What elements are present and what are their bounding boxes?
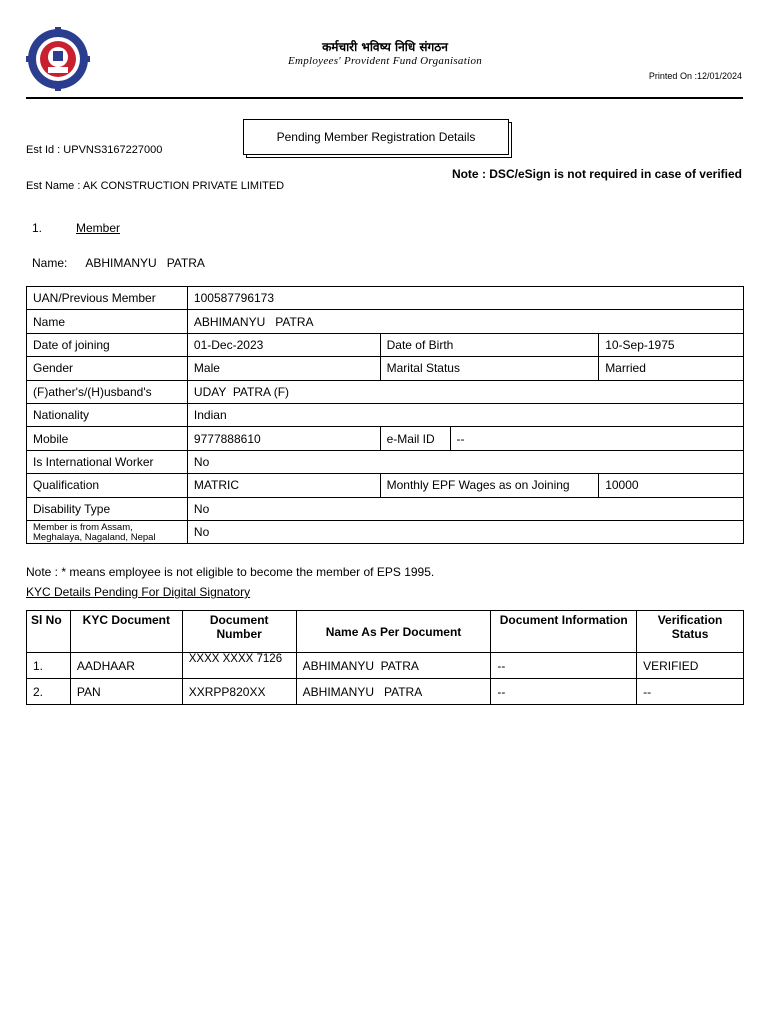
kyc-cell: VERIFIED <box>637 653 744 679</box>
name-label: Name <box>27 310 188 333</box>
kyc-cell: -- <box>491 653 637 679</box>
father-label: (F)ather's/(H)usband's <box>27 380 188 403</box>
uan-label: UAN/Previous Member <box>27 287 188 310</box>
kyc-header-doc-info: Document Information <box>491 611 637 653</box>
org-name-hindi: कर्मचारी भविष्य निधि संगठन <box>322 40 448 54</box>
kyc-header-slno: Sl No <box>27 611 71 653</box>
disability-label: Disability Type <box>27 497 188 520</box>
uan-value: 100587796173 <box>187 287 743 310</box>
kyc-cell: ABHIMANYU PATRA <box>296 653 491 679</box>
table-row <box>27 497 744 520</box>
dob-label: Date of Birth <box>380 333 599 356</box>
father-value: UDAY PATRA (F) <box>187 380 743 403</box>
table-row <box>27 403 744 426</box>
est-name: Est Name : AK CONSTRUCTION PRIVATE LIMITED <box>26 180 285 192</box>
table-row <box>27 653 744 679</box>
doj-value: 01-Dec-2023 <box>187 333 380 356</box>
kyc-cell: -- <box>637 679 744 705</box>
epfo-logo <box>26 27 90 91</box>
table-row <box>27 427 744 450</box>
name-value: ABHIMANYU PATRA <box>187 310 743 333</box>
wages-label: Monthly EPF Wages as on Joining <box>380 474 599 497</box>
kyc-cell: ABHIMANYU PATRA <box>296 679 491 705</box>
gender-value: Male <box>187 357 380 380</box>
mobile-value: 9777888610 <box>187 427 380 450</box>
member-details-table <box>26 286 744 544</box>
kyc-cell: PAN <box>70 679 182 705</box>
doj-label: Date of joining <box>27 333 188 356</box>
table-row <box>27 380 744 403</box>
document-title-box <box>243 119 509 155</box>
table-row <box>27 357 744 380</box>
table-row <box>27 679 744 705</box>
qualification-value: MATRIC <box>187 474 380 497</box>
kyc-cell: AADHAAR <box>70 653 182 679</box>
email-value: -- <box>450 427 743 450</box>
northeast-value: No <box>187 520 743 543</box>
kyc-cell: XXXX XXXX 7126 <box>182 653 296 679</box>
table-row <box>27 287 744 310</box>
org-name-english: Employees' Provident Fund Organisation <box>287 55 483 67</box>
table-row <box>27 450 744 473</box>
table-row <box>27 474 744 497</box>
section-title: Member <box>76 221 121 235</box>
wages-value: 10000 <box>599 474 744 497</box>
kyc-header-verification: Verification Status <box>637 611 744 653</box>
marital-label: Marital Status <box>380 357 599 380</box>
nationality-value: Indian <box>187 403 743 426</box>
table-row <box>27 520 744 543</box>
printed-on: Printed On :12/01/2024 <box>648 71 742 81</box>
gender-label: Gender <box>27 357 188 380</box>
kyc-cell: -- <box>491 679 637 705</box>
disability-value: No <box>187 497 743 520</box>
nationality-label: Nationality <box>27 403 188 426</box>
eps-note: Note : * means employee is not eligible to become the member of EPS 1995. <box>26 565 435 579</box>
header-divider <box>26 97 743 99</box>
marital-value: Married <box>599 357 744 380</box>
kyc-header-doc-number: Document Number <box>182 611 296 653</box>
email-label: e-Mail ID <box>380 427 450 450</box>
intl-worker-label: Is International Worker <box>27 450 188 473</box>
member-name-label: Name: <box>32 256 68 270</box>
mobile-label: Mobile <box>27 427 188 450</box>
northeast-label: Member is from Assam, Meghalaya, Nagaland, Nepal <box>27 520 188 543</box>
kyc-header-document: KYC Document <box>70 611 182 653</box>
section-number: 1. <box>32 221 43 235</box>
dsc-note: Note : DSC/eSign is not required in case of verified <box>451 167 742 181</box>
document-title: Pending Member Registration Details <box>276 130 476 144</box>
dob-value: 10-Sep-1975 <box>599 333 744 356</box>
kyc-table <box>26 610 744 705</box>
table-row <box>27 333 744 356</box>
intl-worker-value: No <box>187 450 743 473</box>
kyc-cell: 2. <box>27 679 71 705</box>
table-row <box>27 310 744 333</box>
member-name-line <box>32 256 205 270</box>
kyc-cell: 1. <box>27 653 71 679</box>
kyc-header-name: Name As Per Document <box>296 611 491 653</box>
est-id: Est Id : UPVNS3167227000 <box>26 144 163 156</box>
member-name-value: ABHIMANYU PATRA <box>85 256 205 270</box>
kyc-section-title: KYC Details Pending For Digital Signatory <box>26 585 251 599</box>
kyc-header-row <box>27 611 744 653</box>
kyc-cell: XXRPP820XX <box>182 679 296 705</box>
qualification-label: Qualification <box>27 474 188 497</box>
